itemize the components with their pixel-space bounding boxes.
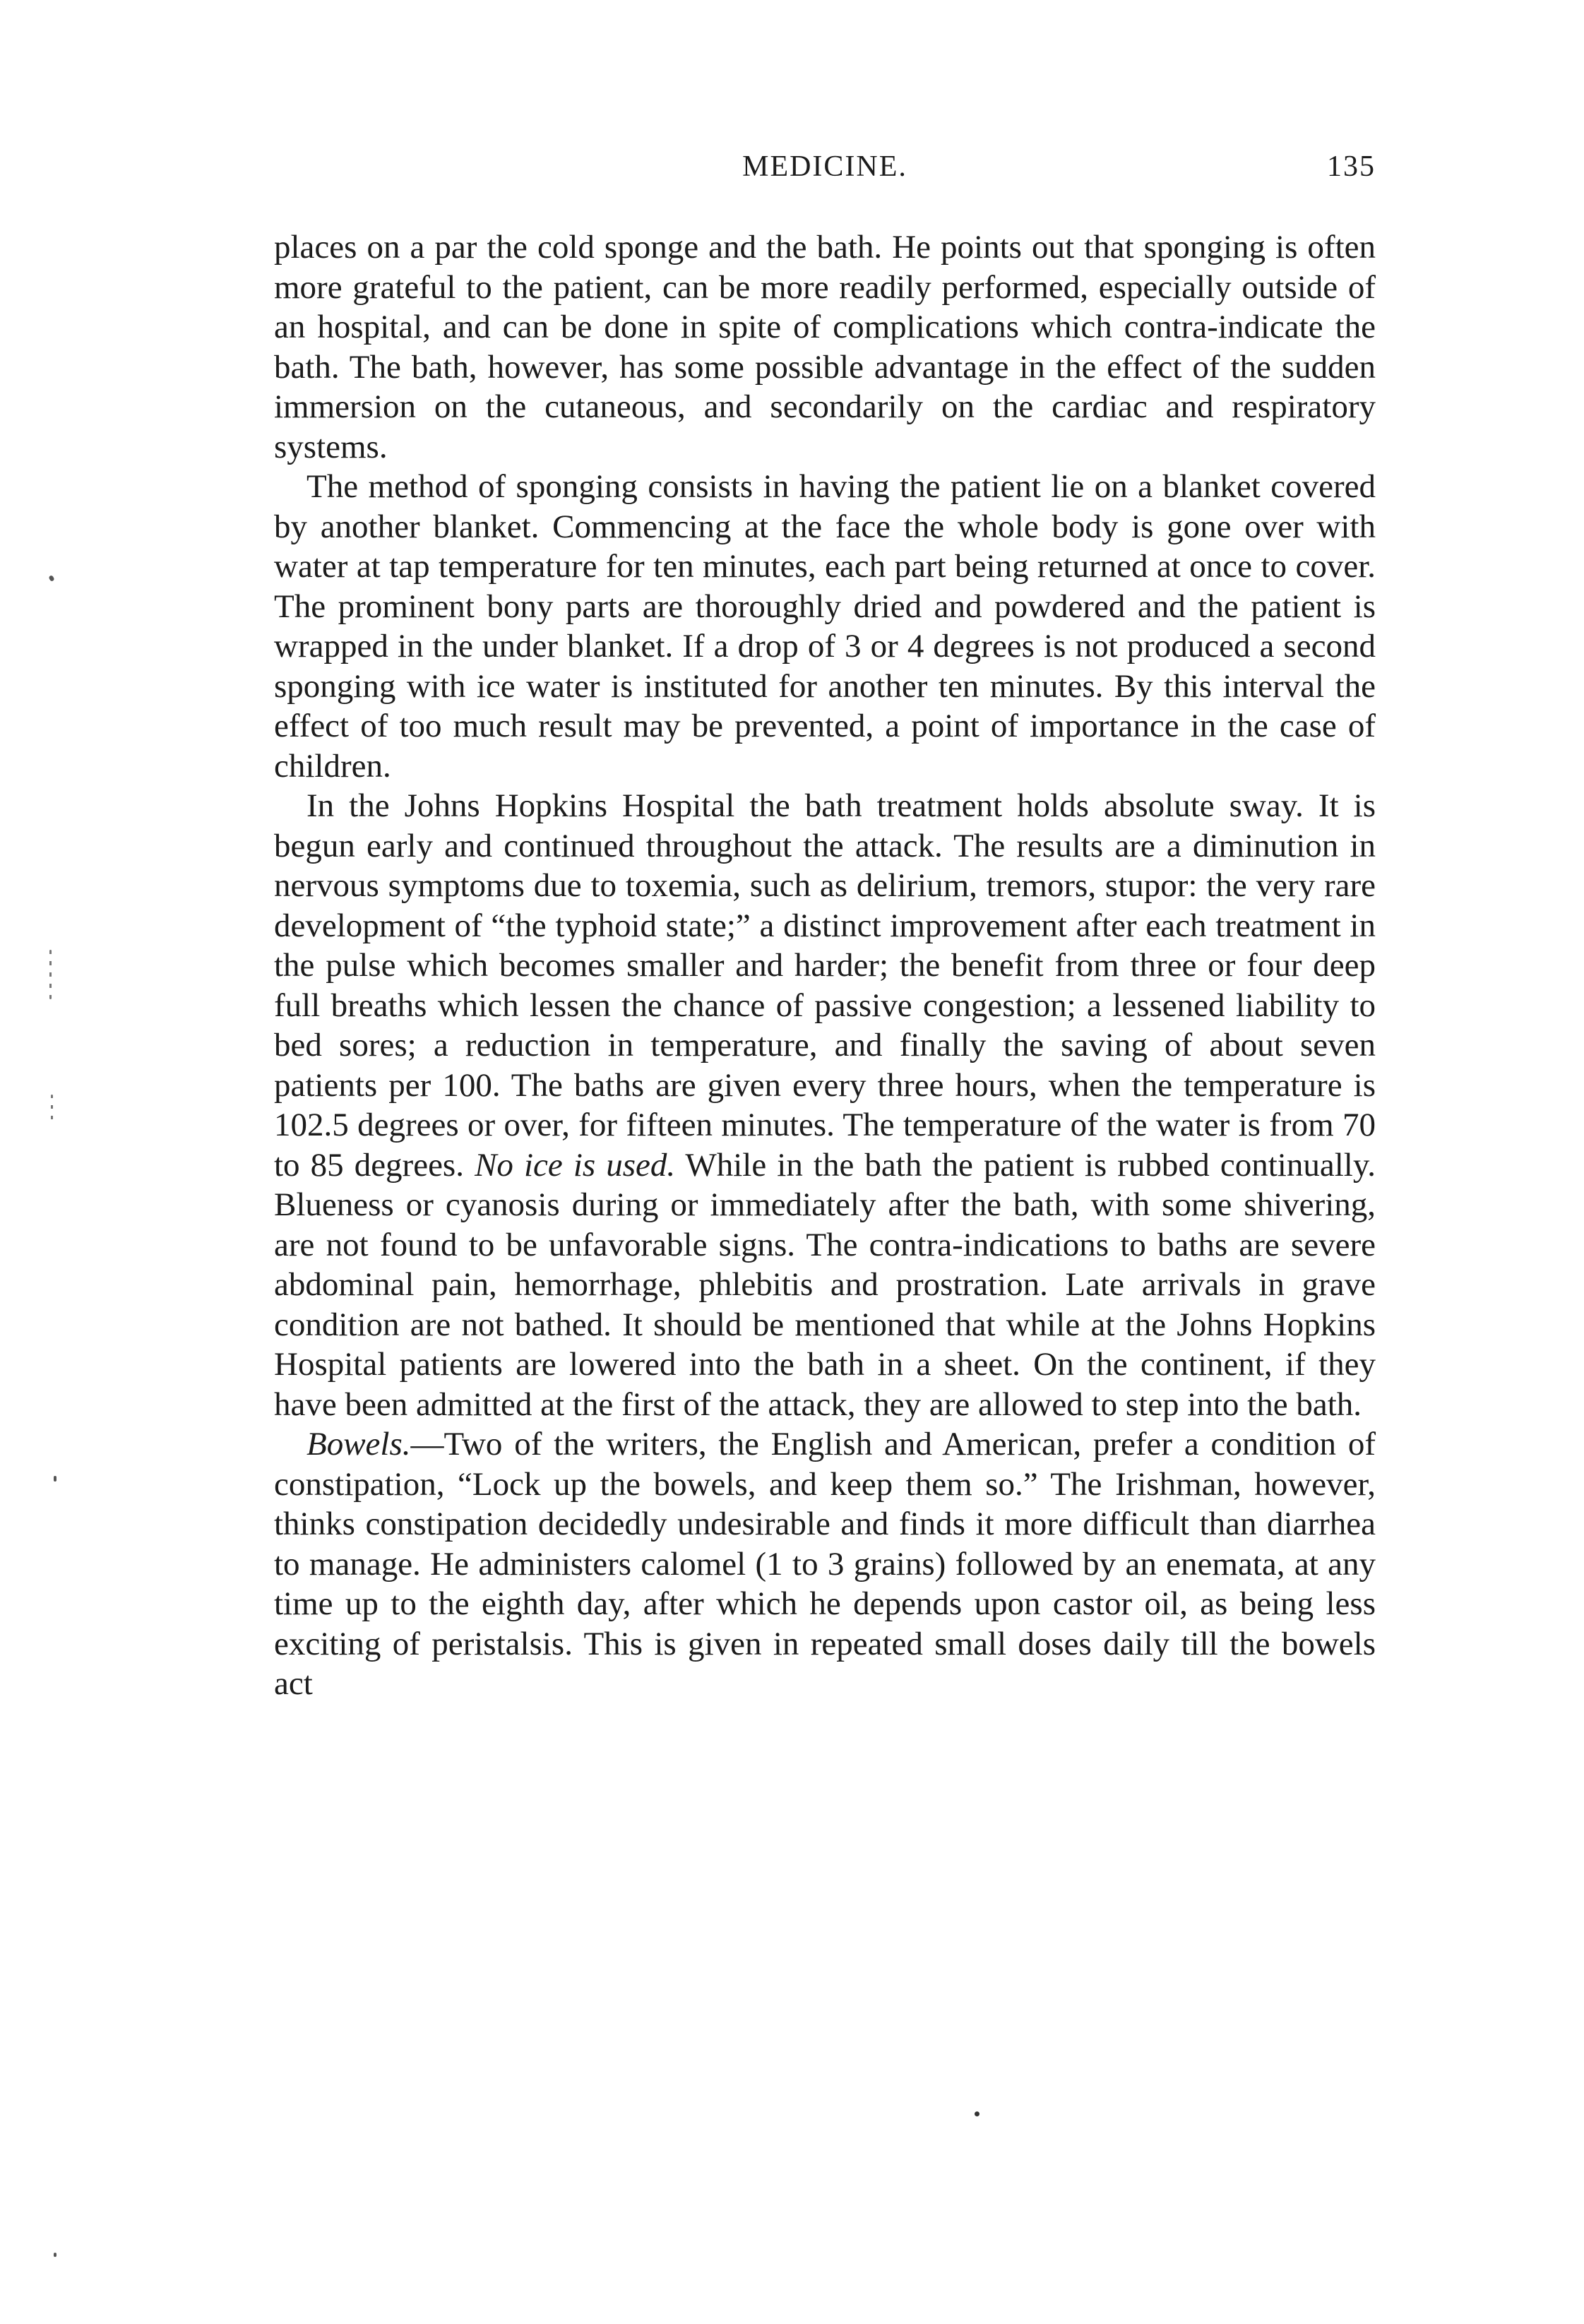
margin-mark [48, 575, 54, 582]
bowels-heading: Bowels. [306, 1426, 411, 1462]
bath-text-after: While in the bath the patient is rubbed continually. Blueness or cyanosis during or immediately after the bath, with some shivering, are not found to be unfavorable signs. The contra-indications to baths are severe abdominal pain, hemorrhage, phlebitis and prostration. Late arrivals in grave condition are not bathed. It should be mentioned that while at the Johns Hopkins Hospital patients are lowered into the bath in a sheet. On the continent, if they have been admitted at the first of the attack, they are allowed to step into the bath. [274, 1146, 1376, 1423]
no-ice-emphasis: No ice is used. [475, 1146, 676, 1184]
body-text [274, 227, 1376, 1704]
margin-mark [51, 1095, 53, 1123]
bath-text-before: In the Johns Hopkins Hospital the bath treatment holds absolute sway. It is begun early and continued throughout the attack. The results are a diminution in nervous symptoms due to toxemia, such as delirium, tremors, stupor: the very rare development of “the typhoid state;” a distinct improvement after each treatment in the pulse which becomes smaller and harder; the benefit from three or four deep full breaths which lessen the chance of passive congestion; a lessened liability to bed sores; a reduction in temperature, and finally the saving of about seven patients per 100. The baths are given every three hours, when the temperature is 102.5 degrees or over, for fifteen minutes. The temperature of the water is from 70 to 85 degrees. [274, 787, 1376, 1184]
page-number: 135 [1327, 150, 1376, 183]
running-head [274, 150, 1376, 192]
paragraph-sponge-vs-bath: places on a par the cold sponge and the bath. He points out that sponging is often more grateful to the patient, can be more readily performed, especially outside of an hospital, and can be done in spite of complications which contra-indicate the bath. The bath, however, has some possible advantage in the effect of the sudden immersion on the cutaneous, and secondarily on the cardiac and respiratory systems. [274, 229, 1376, 465]
paragraph-bowels [274, 1424, 1376, 1704]
running-title: MEDICINE. [742, 150, 907, 183]
print-speck [975, 2111, 979, 2116]
margin-mark [54, 2253, 56, 2257]
margin-mark [54, 1476, 56, 1482]
paragraph-sponging-method: The method of sponging consists in having the patient lie on a blanket covered by another blanket. Commencing at the face the whole body is gone over with water at tap temperature for ten minutes, each part being returned at once to cover. The prominent bony parts are thoroughly dried and powdered and the patient is wrapped in the under blanket. If a drop of 3 or 4 degrees is not produced a second sponging with ice water is instituted for another ten minutes. By this interval the effect of too much result may be prevented, a point of importance in the case of children. [274, 468, 1376, 785]
bowels-text: —Two of the writers, the English and American, prefer a condition of constipation, “Lock up the bowels, and keep them so.” The Irishman, however, thinks constipation decidedly undesirable and finds it more difficult than diarrhea to manage. He administers calomel (1 to 3 grains) followed by an enemata, at any time up to the eighth day, after which he depends upon castor oil, as being less exciting of peristalsis. This is given in repeated small doses daily till the bowels act [274, 1426, 1376, 1702]
paragraph-johns-hopkins-bath [274, 786, 1376, 1424]
margin-mark [49, 950, 52, 999]
book-page [274, 0, 1376, 2324]
